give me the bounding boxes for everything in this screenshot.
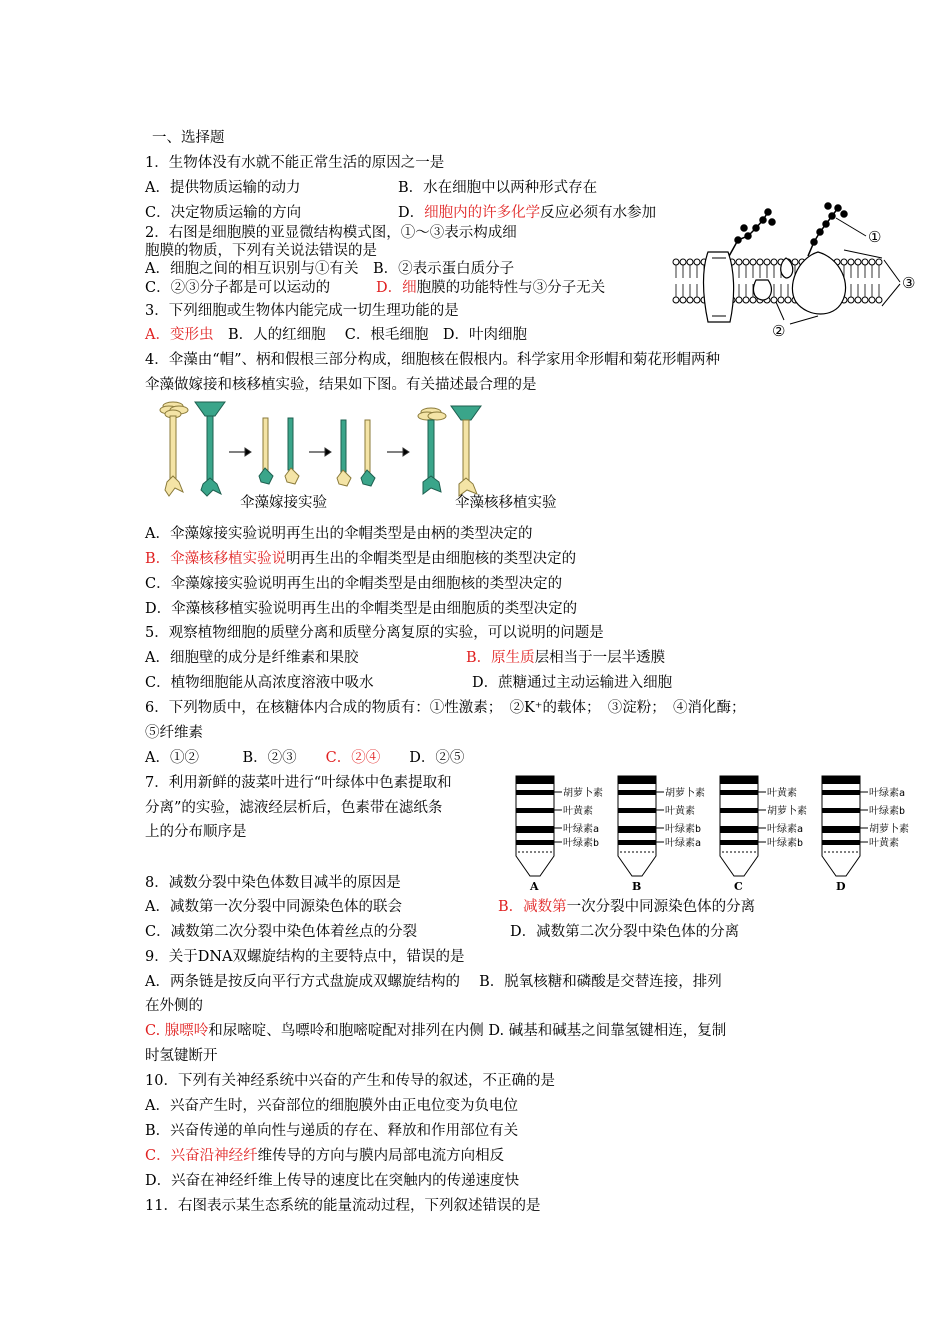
pigment-label: 叶黄素	[767, 788, 797, 799]
q3-options-rest: B．人的红细胞 C．根毛细胞 D．叶肉细胞	[213, 327, 527, 343]
q4-option-b-highlight: B．伞藻核移植实验说	[145, 551, 287, 567]
pigment-band	[618, 790, 656, 795]
q2-stem-line1: 2．右图是细胞膜的亚显微结构模式图，①～③表示构成细	[145, 225, 517, 241]
q5-stem: 5．观察植物细胞的质壁分离和质壁分离复原的实验，可以说明的问题是	[145, 625, 604, 641]
pigment-band	[822, 840, 860, 845]
q10-option-c	[145, 1146, 504, 1166]
strip-letter: B	[632, 880, 642, 893]
q8-option-c: C．减数第二次分裂中染色体着丝点的分裂	[145, 924, 418, 940]
pigment-label: 叶绿素b	[563, 838, 600, 849]
pigment-label: 叶绿素b	[767, 838, 804, 849]
pigment-band	[516, 840, 554, 845]
q10-option-b: B．兴奋传递的单向性与递质的存在、释放和作用部位有关	[145, 1123, 519, 1139]
q5-option-d: D．蔗糖通过主动运输进入细胞	[472, 675, 673, 691]
q4-option-c: C．伞藻嫁接实验说明再生出的伞帽类型是由细胞核的类型决定的	[145, 576, 563, 592]
pigment-band	[822, 808, 860, 813]
q6-options	[145, 748, 464, 768]
q1-option-d-rest: 反应必须有水参加	[540, 205, 657, 221]
membrane-label-3: ③	[902, 274, 916, 292]
q2-option-c: C．②③分子都是可以运动的	[145, 280, 331, 296]
strip-d	[822, 776, 909, 893]
q5-option-c: C．植物细胞能从高浓度溶液中吸水	[145, 675, 374, 691]
q9-option-ab: A．两条链是按反向平行方式盘旋成双螺旋结构的 B．脱氧核糖和磷酸是交替连接，排列	[145, 974, 722, 990]
pigment-label: 叶绿素b	[665, 824, 702, 835]
pigment-band	[720, 826, 758, 833]
pigment-label: 胡萝卜素	[869, 824, 909, 835]
q7-stem-line3: 上的分布顺序是	[145, 824, 247, 840]
strip-letter: D	[836, 880, 846, 893]
q2-option-d-rest: 胞膜的功能特性与③分子无关	[416, 280, 606, 296]
q3-option-a-highlight: A．变形虫	[145, 327, 214, 343]
pigment-label: 叶黄素	[869, 838, 899, 849]
q1-option-d	[398, 203, 656, 223]
pigment-band	[822, 790, 860, 795]
pigment-label: 叶绿素a	[869, 788, 906, 799]
strip-a	[516, 776, 603, 893]
q2-stem-line2: 胞膜的物质，下列有关说法错误的是	[145, 243, 377, 259]
q3-stem: 3．下列细胞或生物体内能完成一切生理功能的是	[145, 303, 459, 319]
pigment-label: 胡萝卜素	[767, 806, 807, 817]
cell-membrane-diagram	[668, 198, 930, 346]
pigment-band	[720, 808, 758, 813]
pigment-band	[516, 826, 554, 833]
q6-option-d: D．②⑤	[380, 750, 465, 766]
q10-option-c-highlight: C．兴奋沿神经纤	[145, 1148, 258, 1164]
flower-cap-alga	[160, 402, 188, 496]
membrane-label-1: ①	[868, 228, 882, 246]
q10-stem: 10．下列有关神经系统中兴奋的产生和传导的叙述，不正确的是	[145, 1073, 555, 1089]
pigment-band	[516, 790, 554, 795]
section-title: 一、选择题	[152, 130, 225, 146]
q1-stem: 1．生物体没有水就不能正常生活的原因之一是	[145, 155, 445, 171]
q2-option-d	[376, 278, 605, 298]
q2-option-d-highlight: D．细	[376, 280, 417, 296]
q5-option-b-highlight: B．原生质	[466, 650, 535, 666]
q6-option-c-highlight: C．②④	[325, 750, 381, 766]
q2-option-ab: A．细胞之间的相互识别与①有关 B．②表示蛋白质分子	[145, 261, 515, 277]
q8-option-b	[498, 897, 755, 917]
q5-option-b	[466, 648, 665, 668]
pigment-band	[618, 808, 656, 813]
q1-option-c: C．决定物质运输的方向	[145, 205, 302, 221]
membrane-label-2: ②	[772, 322, 786, 340]
q4-stem-line2: 伞藻做嫁接和核移植实验，结果如下图。有关描述最合理的是	[145, 377, 537, 393]
q10-option-d: D．兴奋在神经纤维上传导的速度比在突触内的传递速度快	[145, 1173, 520, 1189]
q1-option-d-prefix: D．	[398, 205, 425, 221]
caption-graft-experiment: 伞藻嫁接实验	[240, 495, 327, 511]
umbrella-cap-alga	[195, 402, 225, 496]
q6-stem-line2: ⑤纤维素	[145, 725, 203, 741]
pigment-label: 叶黄素	[665, 806, 695, 817]
chromatography-strips	[512, 772, 922, 894]
strip-letter: A	[530, 880, 539, 893]
pigment-band	[618, 840, 656, 845]
q9-option-c-highlight: C. 腺嘌呤	[145, 1023, 209, 1039]
q9-option-d-cont: 时氢键断开	[145, 1048, 218, 1064]
q10-option-c-rest: 维传导的方向与膜内局部电流方向相反	[257, 1148, 505, 1164]
pigment-band	[822, 826, 860, 833]
q8-option-d: D．减数第二次分裂中染色体的分离	[510, 924, 740, 940]
q4-option-b	[145, 549, 576, 569]
pigment-label: 胡萝卜素	[563, 788, 603, 799]
pigment-label: 叶绿素b	[869, 806, 906, 817]
q10-option-a: A．兴奋产生时，兴奋部位的细胞膜外由正电位变为负电位	[145, 1098, 518, 1114]
q11-stem: 11．右图表示某生态系统的能量流动过程，下列叙述错误的是	[145, 1198, 541, 1214]
acetabularia-diagram	[155, 396, 485, 504]
q1-option-b: B．水在细胞中以两种形式存在	[398, 180, 598, 196]
strip-b	[618, 776, 705, 893]
strip-c	[720, 776, 807, 893]
q8-option-a: A．减数第一次分裂中同源染色体的联会	[145, 899, 402, 915]
pigment-label: 叶绿素a	[767, 824, 804, 835]
pigment-label: 叶绿素a	[665, 838, 702, 849]
pigment-band	[720, 840, 758, 845]
q9-option-cd	[145, 1021, 726, 1041]
q7-stem-line1: 7．利用新鲜的菠菜叶进行“叶绿体中色素提取和	[145, 775, 452, 791]
q6-options-ab: A．①② B．②③	[145, 750, 326, 766]
caption-transplant-experiment: 伞藻核移植实验	[455, 495, 557, 511]
q4-stem-line1: 4．伞藻由“帽”、柄和假根三部分构成，细胞核在假根内。科学家用伞形帽和菊花形帽两种	[145, 352, 721, 368]
strip-letter: C	[734, 880, 743, 893]
q6-stem-line1: 6．下列物质中，在核糖体内合成的物质有：①性激素； ②K⁺的载体； ③淀粉； ④消化酶；	[145, 700, 746, 716]
q7-stem-line2: 分离”的实验，滤液经层析后，色素带在滤纸条	[145, 800, 443, 816]
pigment-band	[720, 790, 758, 795]
pigment-label: 胡萝卜素	[665, 788, 705, 799]
q9-stem: 9．关于DNA双螺旋结构的主要特点中，错误的是	[145, 949, 465, 965]
q5-option-a: A．细胞壁的成分是纤维素和果胶	[145, 650, 359, 666]
q1-option-d-highlight: 细胞内的许多化学	[424, 205, 541, 221]
q4-option-d: D．伞藻核移植实验说明再生出的伞帽类型是由细胞质的类型决定的	[145, 601, 578, 617]
q3-options	[145, 325, 527, 345]
pigment-label: 叶黄素	[563, 806, 593, 817]
q5-option-b-rest: 层相当于一层半透膜	[534, 650, 666, 666]
q1-option-a: A．提供物质运输的动力	[145, 180, 301, 196]
pigment-band	[516, 808, 554, 813]
pigment-label: 叶绿素a	[563, 824, 600, 835]
q8-option-b-highlight: B．减数第	[498, 899, 567, 915]
q4-option-a: A．伞藻嫁接实验说明再生出的伞帽类型是由柄的类型决定的	[145, 526, 533, 542]
pigment-band	[618, 826, 656, 833]
q9-option-b-cont: 在外侧的	[145, 998, 203, 1014]
q9-option-c-rest: 和尿嘧啶、鸟嘌呤和胞嘧啶配对排列在内侧 D. 碱基和碱基之间靠氢键相连，复制	[208, 1023, 727, 1039]
q8-stem: 8．减数分裂中染色体数目减半的原因是	[145, 875, 401, 891]
q8-option-b-rest: 一次分裂中同源染色体的分离	[566, 899, 756, 915]
q4-option-b-rest: 明再生出的伞帽类型是由细胞核的类型决定的	[286, 551, 577, 567]
